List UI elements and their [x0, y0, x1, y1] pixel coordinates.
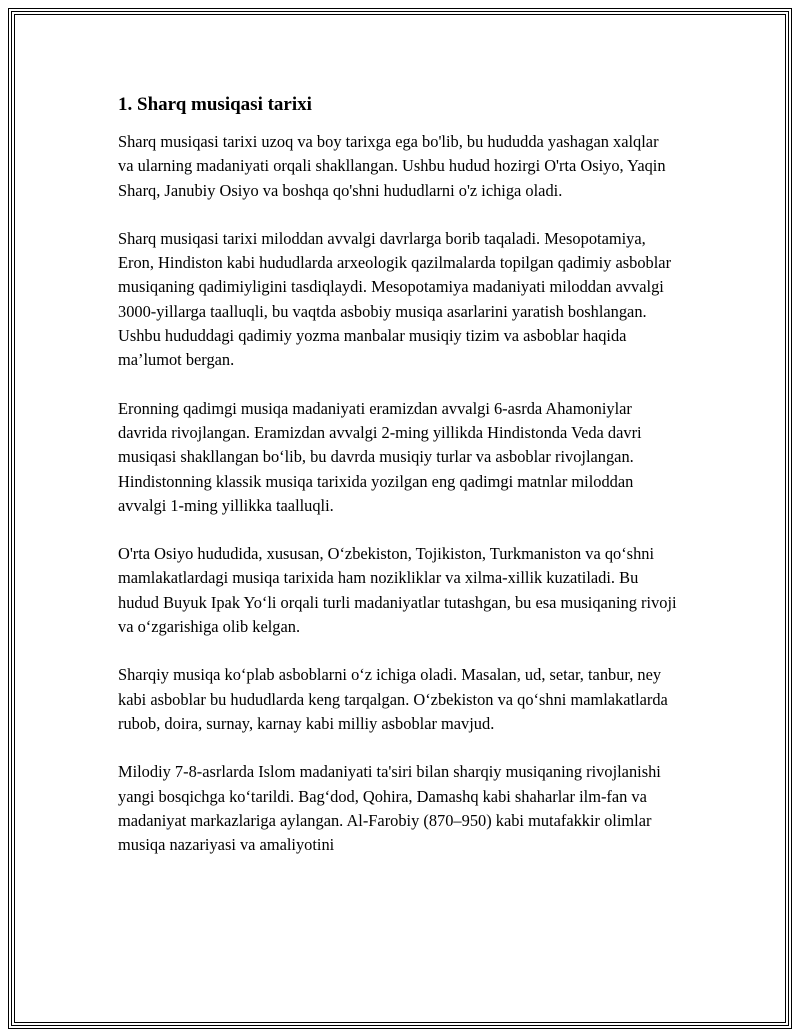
- section-heading: 1. Sharq musiqasi tarixi: [118, 94, 312, 115]
- paragraph-6: Milodiy 7-8-asrlarda Islom madaniyati ta'siri bilan sharqiy musiqaning rivojlanishi yangi bosqichga ko‘tarildi. Bag‘dod, Qohira, Damashq kabi shaharlar ilm-fan va madaniyat markazlariga aylangan. Al-Farobiy (870–950) kabi mutafakkir olimlar musiqa nazariyasi va amaliyotini: [118, 762, 661, 855]
- paragraph-2: Sharq musiqasi tarixi miloddan avvalgi davrlarga borib taqaladi. Mesopotamiya, Eron, Hindiston kabi hududlarda arxeologik qazilmalarda topilgan qadimiy asboblar musiqaning qadimiyligini tasdiqlaydi. Mesopotamiya madaniyati miloddan avvalgi 3000-yillarga taalluqli, bu vaqtda asbobiy musiqa asarlarini yaratish boshlangan. Ushbu hududdagi qadimiy yozma manbalar musiqiy tizim va asboblar haqida ma’lumot bergan.: [118, 228, 672, 370]
- paragraph-3: Eronning qadimgi musiqa madaniyati eramizdan avvalgi 6-asrda Ahamoniylar davrida rivojlangan. Eramizdan avvalgi 2-ming yillikda Hindistonda Veda davri musiqasi shakllangan bo‘lib, bu davrda musiqiy turlar va asboblar rivojlangan. Hindistonning klassik musiqa tarixida yozilgan eng qadimgi matnlar miloddan avvalgi 1-ming yillikka taalluqli.: [118, 398, 642, 515]
- document-body: [118, 92, 678, 881]
- paragraph-4: O'rta Osiyo hududida, xususan, O‘zbekiston, Tojikiston, Turkmaniston va qo‘shni mamlakatlardagi musiqa tarixida ham nozikliklar va xilma-xillik kuzatiladi. Bu hudud Buyuk Ipak Yo‘li orqali turli madaniyatlar tutashgan, bu esa musiqaning rivoji va o‘zgarishiga olib kelgan.: [118, 544, 677, 637]
- paragraph-1: Sharq musiqasi tarixi uzoq va boy tarixga ega bo'lib, bu hududda yashagan xalqlar va ularning madaniyati orqali shakllangan. Ushbu hudud hozirgi O'rta Osiyo, Yaqin Sharq, Janubiy Osiyo va boshqa qo'shni hududlarni o'z ichiga oladi.: [118, 132, 666, 200]
- paragraph-5: Sharqiy musiqa ko‘plab asboblarni o‘z ichiga oladi. Masalan, ud, setar, tanbur, ney kabi asboblar bu hududlarda keng tarqalgan. O‘zbekiston va qo‘shni mamlakatlarda rubob, doira, surnay, karnay kabi milliy asboblar mavjud.: [118, 665, 668, 733]
